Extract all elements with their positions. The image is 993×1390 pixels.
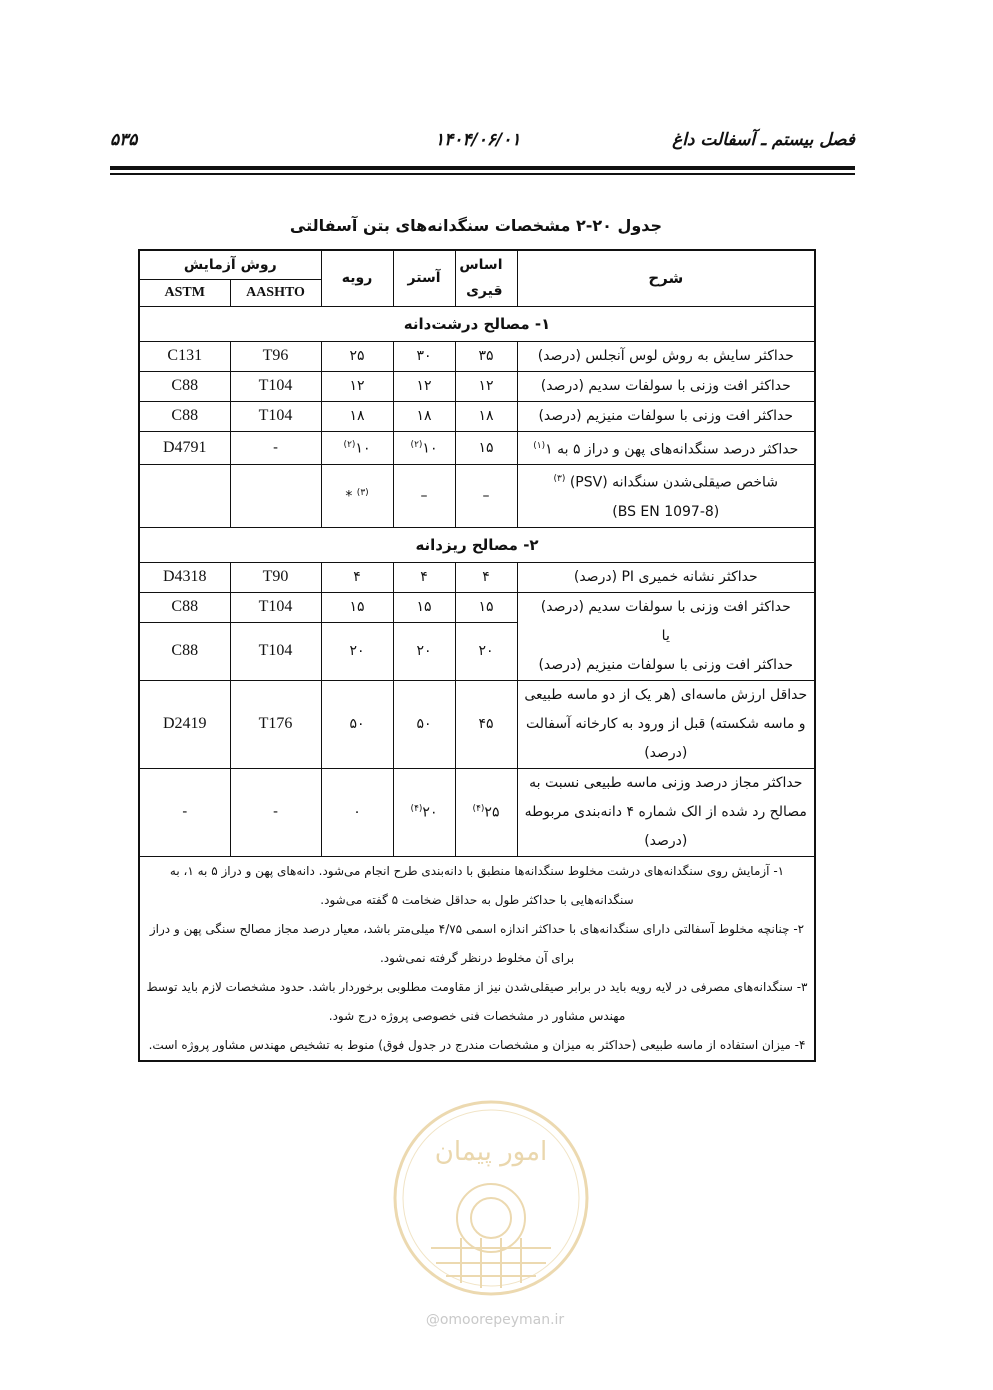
cell-astm: C131 — [139, 341, 230, 371]
cell-astm: C88 — [139, 592, 230, 622]
cell-astm: D4318 — [139, 562, 230, 592]
cell-aashto: T90 — [230, 562, 321, 592]
cell-base: ۱۸ — [455, 401, 517, 431]
header-rule-thin — [110, 173, 855, 175]
header-date: ۱۴۰۴/۰۶/۰۱ — [435, 130, 521, 150]
cell-astm: D4791 — [139, 431, 230, 465]
desc-line-3: (درصد) — [644, 832, 688, 849]
publisher-logo — [391, 1098, 591, 1298]
col-binder-header: آستر — [393, 250, 455, 306]
table-caption: جدول ۲۰-۲ مشخصات سنگدانه‌های بتن آسفالتی — [289, 216, 663, 235]
row-description — [517, 431, 815, 465]
desc-line-1: حداکثر مجاز درصد وزنی ماسه طبیعی نسبت به — [529, 774, 803, 791]
watermark-text: @omoorepeyman.ir — [425, 1312, 565, 1328]
cell-astm: C88 — [139, 622, 230, 680]
row-description — [517, 592, 815, 680]
cell-binder — [393, 768, 455, 856]
table-row — [139, 431, 815, 465]
cell-aashto: T104 — [230, 592, 321, 622]
cell-astm — [139, 465, 230, 528]
col-astm-header: ASTM — [139, 279, 230, 306]
table-row — [139, 562, 815, 592]
desc-or: یا — [661, 627, 670, 644]
header-rule-thick — [110, 166, 855, 170]
cell-base: ۱۵ — [455, 431, 517, 465]
row-description: حداکثر سایش به روش لوس آنجلس (درصد) — [517, 341, 815, 371]
cell-astm: D2419 — [139, 680, 230, 768]
desc-text: حداکثر درصد سنگدانه‌های پهن و دراز ۵ به ۱ — [545, 441, 799, 458]
footnote-ref: (۴) — [472, 803, 485, 814]
cell-base — [455, 768, 517, 856]
col-surface-header: رویه — [321, 250, 393, 306]
cell-binder: ۱۲ — [393, 371, 455, 401]
desc-line-2: مصالح رد شده از الک شماره ۴ دانه‌بندی مربوطه — [524, 803, 807, 820]
footnote-ref: (۲) — [410, 439, 423, 450]
header-row-1 — [139, 250, 815, 279]
desc-text: شاخص صیقلی‌شدن سنگدانه (PSV) — [569, 474, 779, 491]
row-description: حداکثر افت وزنی با سولفات منیزیم (درصد) — [517, 401, 815, 431]
note-3: ۳- سنگدانه‌های مصرفی در لایه رویه باید در برابر صیقلی‌شدن نیز از مقاومت مطلوبی برخوردار باشد. حدود مشخصات لازم باید توسط مهندس مشاور در مشخصات فنی خصوصی پروژه درج شود. — [146, 979, 808, 1023]
cell-surface: ۴ — [321, 562, 393, 592]
footnote-ref: (۳) — [553, 474, 566, 485]
cell-value: ۱۰ — [422, 440, 438, 457]
cell-aashto: T96 — [230, 341, 321, 371]
cell-surface: ۱۸ — [321, 401, 393, 431]
cell-binder: ۴ — [393, 562, 455, 592]
logo-text: امور پیمان — [434, 1137, 548, 1167]
cell-aashto: T104 — [230, 401, 321, 431]
cell-base: ۴ — [455, 562, 517, 592]
section-row — [139, 306, 815, 341]
cell-surface: ۰ — [321, 768, 393, 856]
table-row — [139, 401, 815, 431]
notes-row — [139, 856, 815, 1061]
desc-line-3: (درصد) — [644, 744, 688, 761]
cell-aashto: - — [230, 431, 321, 465]
cell-base: ۴۵ — [455, 680, 517, 768]
row-description — [517, 680, 815, 768]
col-test-method-header: روش آزمایش — [139, 250, 321, 279]
cell-binder: ۳۰ — [393, 341, 455, 371]
desc-standard: (BS EN 1097-8) — [612, 503, 720, 520]
table-row — [139, 768, 815, 856]
col-description-header: شرح — [517, 250, 815, 306]
cell-astm: C88 — [139, 371, 230, 401]
row-description: حداکثر افت وزنی با سولفات سدیم (درصد) — [517, 371, 815, 401]
cell-base: ۲۰ — [455, 622, 517, 680]
cell-surface: ۲۵ — [321, 341, 393, 371]
row-description: حداکثر نشانه خمیری PI (درصد) — [517, 562, 815, 592]
desc-magnesium: حداکثر افت وزنی با سولفات منیزیم (درصد) — [538, 656, 794, 673]
page-number: ۵۳۵ — [110, 130, 138, 150]
footnote-ref: (۳) — [356, 487, 369, 498]
note-2: ۲- چنانچه مخلوط آسفالتی دارای سنگدانه‌های با حداکثر اندازه اسمی ۴/۷۵ میلی‌متر باشد، معیار درصد مجاز مصالح سنگی پهن و دراز برای آن مخلوط درنظر گرفته نمی‌شود. — [149, 921, 805, 965]
cell-binder — [393, 431, 455, 465]
cell-value: ۱۰ — [355, 440, 371, 457]
cell-aashto: T104 — [230, 371, 321, 401]
cell-binder: ۱۸ — [393, 401, 455, 431]
cell-aashto: - — [230, 768, 321, 856]
section-row — [139, 527, 815, 562]
table-row — [139, 592, 815, 622]
cell-surface: ۱۲ — [321, 371, 393, 401]
cell-aashto: T104 — [230, 622, 321, 680]
cell-surface: ۲۰ — [321, 622, 393, 680]
cell-base: ۱۵ — [455, 592, 517, 622]
table-row — [139, 371, 815, 401]
row-description — [517, 465, 815, 528]
table-row — [139, 341, 815, 371]
cell-aashto — [230, 465, 321, 528]
cell-binder: ۲۰ — [393, 622, 455, 680]
footnote-ref: (۲) — [343, 439, 356, 450]
footnote-ref: (۱) — [533, 440, 546, 451]
cell-binder: ۵۰ — [393, 680, 455, 768]
cell-surface — [321, 465, 393, 528]
cell-surface: ۱۵ — [321, 592, 393, 622]
table-notes — [139, 856, 815, 1061]
cell-base: ۱۲ — [455, 371, 517, 401]
row-description — [517, 768, 815, 856]
aggregate-spec-table — [138, 249, 816, 1062]
cell-binder: – — [393, 465, 455, 528]
footnote-ref: (۴) — [410, 803, 423, 814]
col-aashto-header: AASHTO — [230, 279, 321, 306]
page-header — [110, 128, 855, 160]
cell-value: ۲۵ — [484, 804, 500, 821]
desc-line-1: حداقل ارزش ماسه‌ای (هر یک از دو ماسه طبیعی — [524, 686, 808, 703]
table-row — [139, 465, 815, 528]
cell-binder: ۱۵ — [393, 592, 455, 622]
cell-base: ۳۵ — [455, 341, 517, 371]
cell-astm: C88 — [139, 401, 230, 431]
section-title: ۱- مصالح درشت‌دانه — [139, 306, 815, 341]
chapter-title: فصل بیستم ـ آسفالت داغ — [672, 130, 855, 150]
asterisk-mark: * — [345, 488, 353, 505]
cell-surface — [321, 431, 393, 465]
cell-base: – — [455, 465, 517, 528]
col-base-header: اساس قیری — [455, 250, 517, 306]
cell-aashto: T176 — [230, 680, 321, 768]
section-title: ۲- مصالح ریزدانه — [139, 527, 815, 562]
cell-surface: ۵۰ — [321, 680, 393, 768]
note-1: ۱- آزمایش روی سنگدانه‌های درشت مخلوط سنگدانه‌ها منطبق با دانه‌بندی طرح انجام می‌شود. دانه‌های پهن و دراز ۵ به ۱، به سنگدانه‌هایی با حداکثر طول به حداقل ضخامت ۵ گفته می‌شود. — [169, 863, 785, 907]
table-row — [139, 680, 815, 768]
desc-sodium: حداکثر افت وزنی با سولفات سدیم (درصد) — [540, 598, 791, 615]
cell-astm: - — [139, 768, 230, 856]
cell-value: ۲۰ — [422, 804, 438, 821]
note-4: ۴- میزان استفاده از ماسه طبیعی (حداکثر به میزان و مشخصات مندرج در جدول فوق) منوط به تشخیص مهندس مشاور پروژه است. — [148, 1037, 806, 1052]
desc-line-2: و ماسه شکسته) قبل از ورود به کارخانه آسفالت — [525, 715, 806, 732]
